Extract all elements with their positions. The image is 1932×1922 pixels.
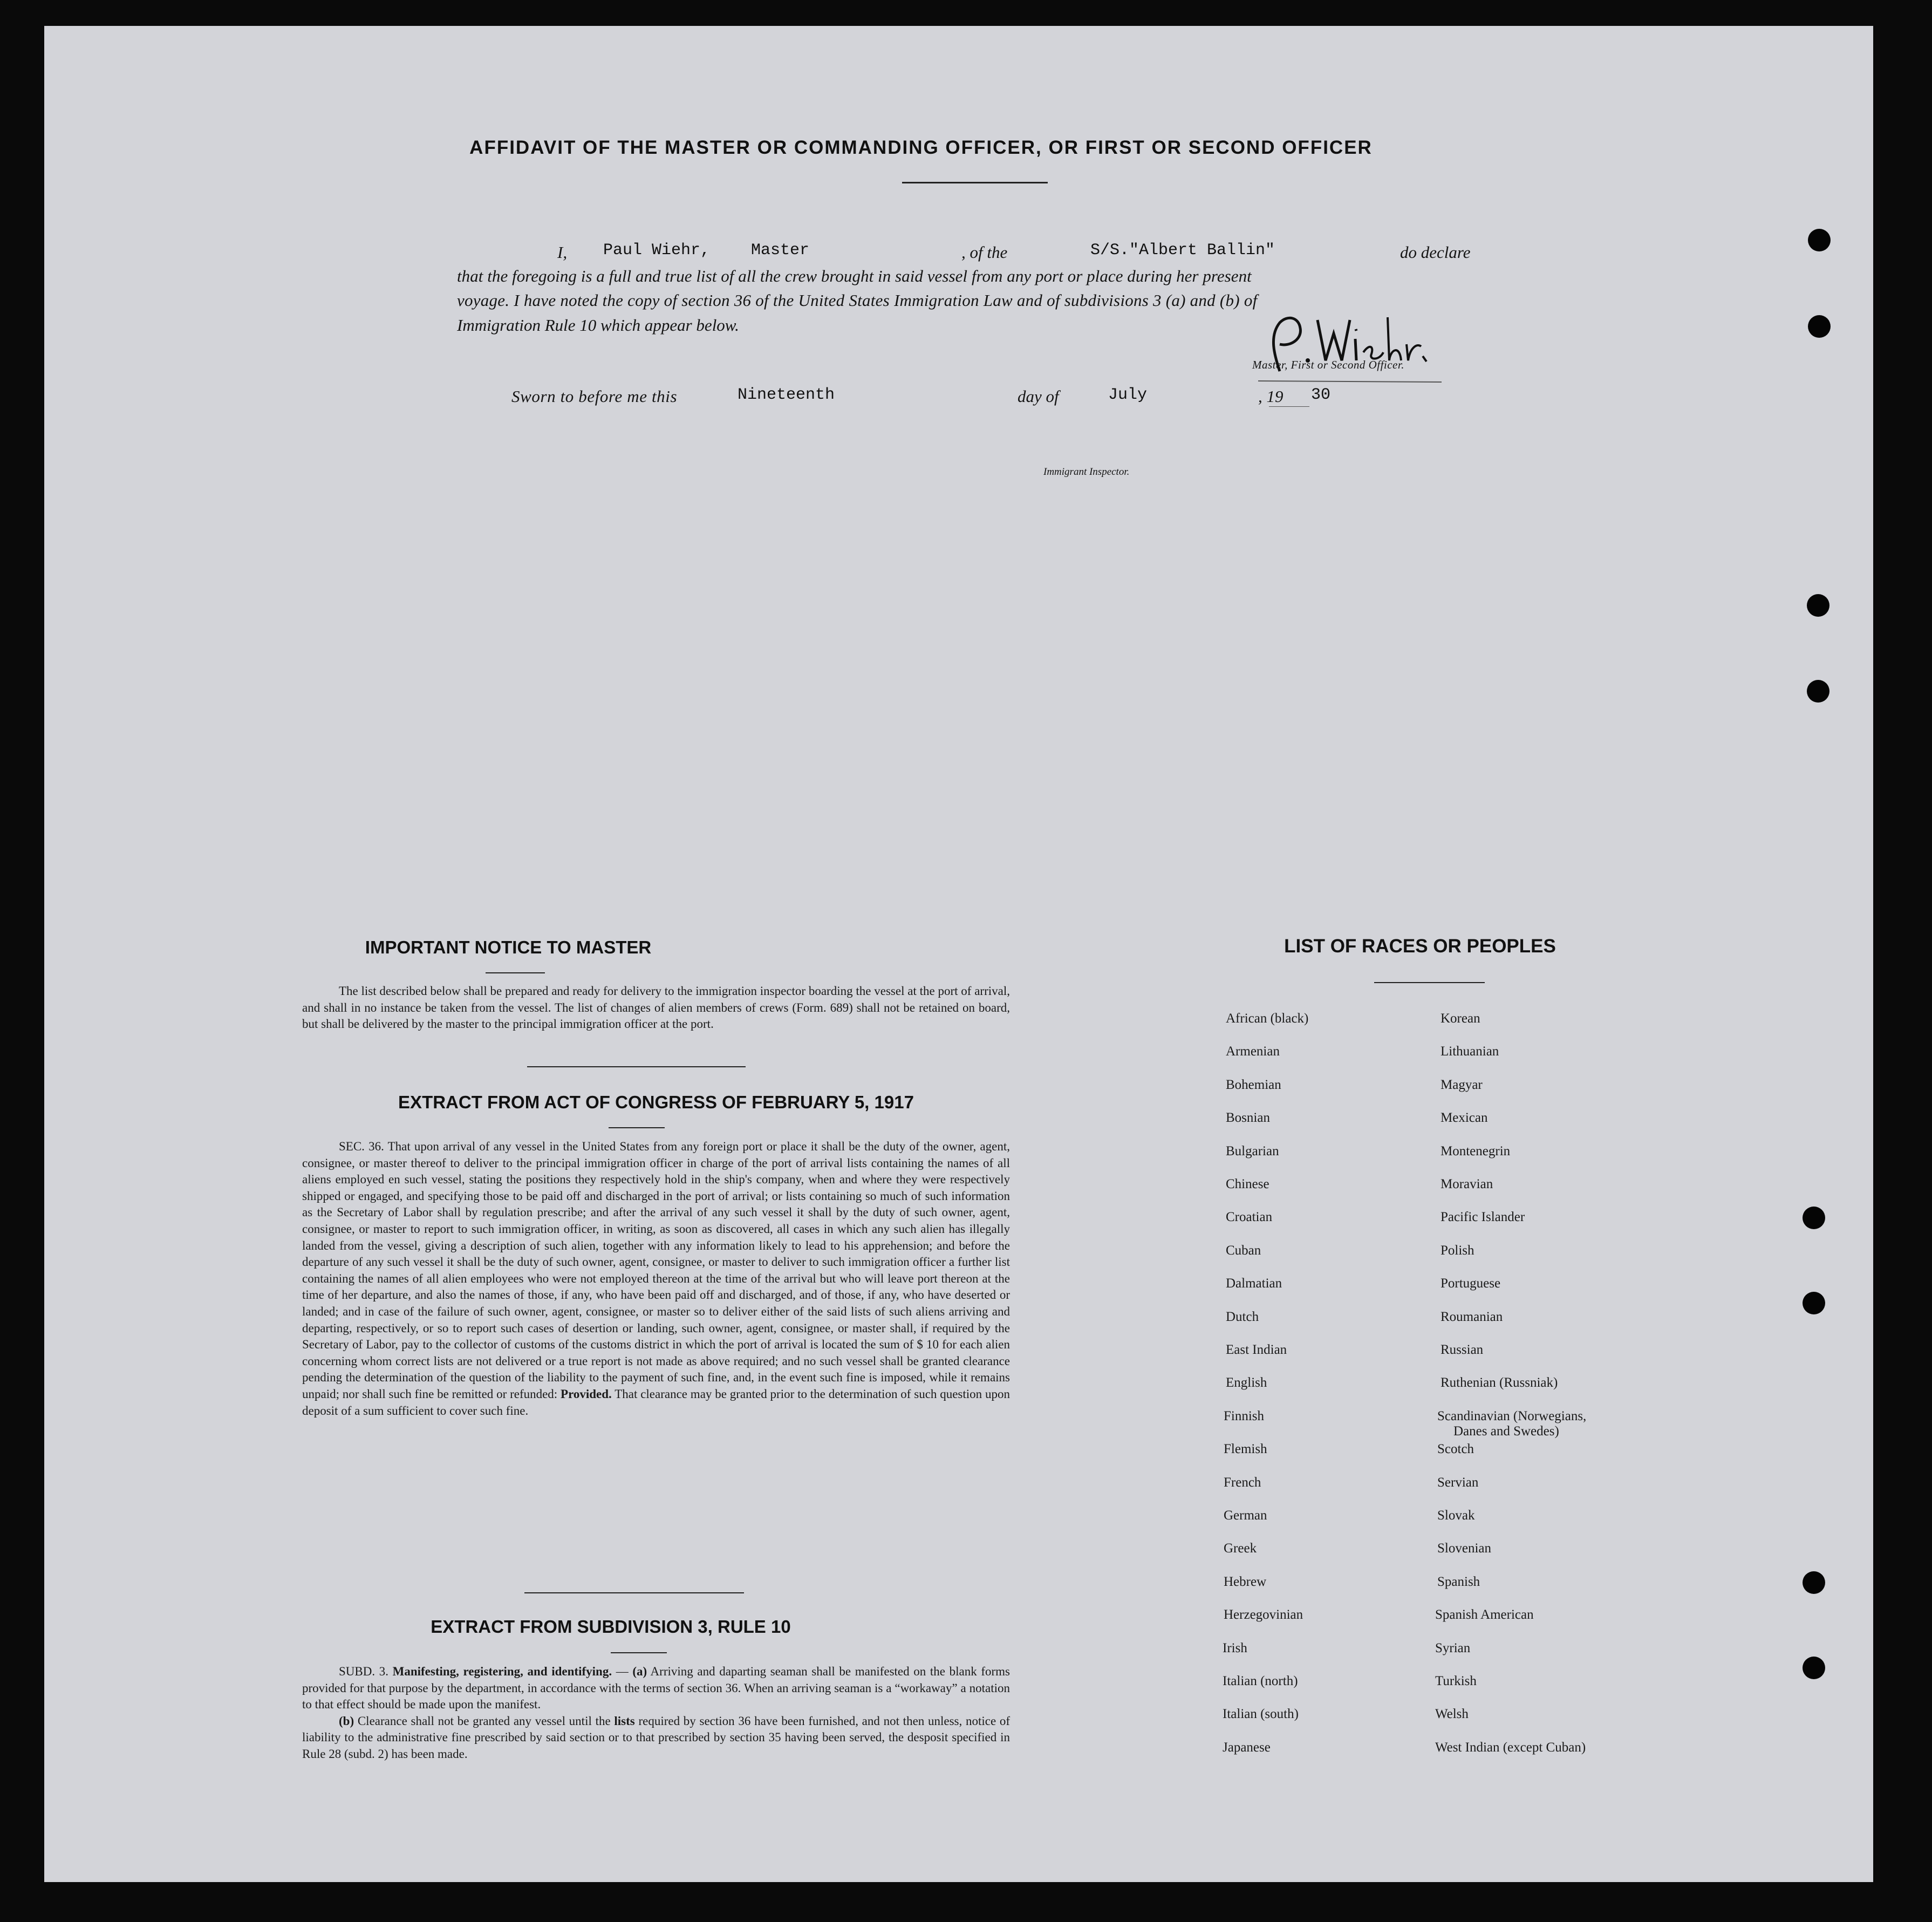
subd-b-label: (b) xyxy=(339,1714,354,1728)
binder-hole-icon xyxy=(1803,1207,1825,1229)
race-item: Finnish xyxy=(1224,1408,1265,1423)
races-right-column xyxy=(1435,1011,1678,1756)
of-the-label: , of the xyxy=(961,243,1008,262)
race-item: English xyxy=(1226,1375,1267,1391)
document-page xyxy=(44,26,1873,1882)
rule-title: EXTRACT FROM SUBDIVISION 3, RULE 10 xyxy=(431,1617,791,1637)
race-item: Scandinavian (Norwegians, xyxy=(1437,1408,1587,1423)
rule-subd-b xyxy=(302,1713,1010,1763)
race-item: Armenian xyxy=(1226,1044,1280,1059)
race-item: Russian xyxy=(1441,1342,1484,1357)
binder-hole-icon xyxy=(1803,1657,1825,1679)
race-item: Dalmatian xyxy=(1226,1276,1282,1291)
subd-b-lists: lists xyxy=(614,1714,635,1728)
race-item: Lithuanian xyxy=(1441,1044,1499,1059)
race-item: Spanish xyxy=(1437,1574,1480,1589)
act-text xyxy=(302,1139,1010,1419)
race-item: Scotch xyxy=(1437,1442,1474,1457)
affidavit-line-2: that the foregoing is a full and true list of all the crew brought in said vessel from any port or place during her present xyxy=(457,267,1252,285)
notice-title-rule xyxy=(486,972,545,973)
subd-label: SUBD. 3. xyxy=(339,1665,388,1678)
notice-text: The list described below shall be prepared and ready for delivery to the immigration inspector boarding the vessel at the port of arrival, and shall in no instance be taken from the vessel. The list of changes of alien members of crews (Form. 689) shall not be retained on board, but shall be delivered by the master to the principal immigration officer at the port. xyxy=(302,984,1010,1031)
race-item: Bulgarian xyxy=(1226,1143,1279,1158)
race-item: Greek xyxy=(1224,1541,1257,1556)
act-title: EXTRACT FROM ACT OF CONGRESS OF FEBRUARY 5, 1917 xyxy=(398,1092,914,1112)
do-declare-label: do declare xyxy=(1400,243,1471,262)
sworn-month-value: July xyxy=(1108,386,1148,404)
declarant-i: I, xyxy=(557,243,568,262)
race-item: Italian (north) xyxy=(1223,1674,1298,1688)
race-item: East Indian xyxy=(1226,1342,1287,1357)
inspector-caption: Immigrant Inspector. xyxy=(1043,466,1130,478)
rule-subd-a: SUBD. 3. Manifesting, registering, and identifying. — (a) Arriving and daparting seaman shall be manifested on the blank forms provided for that purpose by the department, in accordance with the terms of section 36. When an arriving seaman is a “workaway” a notation to that effect should be made upon the manifest. xyxy=(302,1665,1011,1712)
races-title: LIST OF RACES OR PEOPLES xyxy=(1284,936,1556,957)
affidavit-title-rule xyxy=(902,182,1048,183)
race-item: Moravian xyxy=(1441,1177,1493,1191)
master-rank-value: Master xyxy=(751,241,810,260)
master-name-value: Paul Wiehr, xyxy=(603,241,711,260)
race-item: African (black) xyxy=(1226,1011,1309,1026)
year-underline xyxy=(1269,406,1309,407)
race-item: Herzegovinian xyxy=(1224,1607,1303,1623)
race-item: French xyxy=(1224,1475,1261,1490)
race-item: Danes and Swedes) xyxy=(1453,1423,1559,1439)
race-item: German xyxy=(1224,1508,1267,1523)
binder-hole-icon xyxy=(1803,1571,1825,1594)
binder-hole-icon xyxy=(1807,594,1829,617)
race-item: Roumanian xyxy=(1441,1309,1503,1324)
act-bottom-rule xyxy=(524,1592,744,1593)
subd-b-text-2: required by section 36 have been furnished, and not then unless, notice of liability to the administrative fine prescribed by said section or to that prescribed by section 35 having been served, the desposit specified in Rule 28 (subd. 2) has been made. xyxy=(302,1714,1011,1761)
race-item: Slovenian xyxy=(1437,1541,1491,1556)
year-value: 30 xyxy=(1311,386,1331,404)
race-item: Korean xyxy=(1441,1011,1480,1026)
rule-text xyxy=(302,1664,1010,1763)
race-item: Welsh xyxy=(1435,1707,1469,1722)
rule-title-rule xyxy=(611,1652,667,1653)
race-item: Bohemian xyxy=(1226,1077,1281,1092)
race-item: Montenegrin xyxy=(1441,1143,1511,1158)
races-left-column xyxy=(1223,1011,1431,1756)
affidavit-title: AFFIDAVIT OF THE MASTER OR COMMANDING OFFICER, OR FIRST OR SECOND OFFICER xyxy=(469,137,1373,158)
binder-hole-icon xyxy=(1808,229,1831,251)
race-item: Ruthenian (Russniak) xyxy=(1441,1375,1558,1391)
subd-a-label: (a) xyxy=(632,1665,647,1678)
race-item: Turkish xyxy=(1435,1674,1477,1688)
race-item: Chinese xyxy=(1226,1177,1269,1191)
subd-b-text-1: Clearance shall not be granted any vessel until the xyxy=(357,1714,611,1728)
act-title-rule xyxy=(609,1127,665,1128)
race-item: Croatian xyxy=(1226,1210,1273,1225)
race-item: Pacific Islander xyxy=(1441,1210,1525,1225)
sworn-label: Sworn to before me this xyxy=(511,387,678,406)
binder-hole-icon xyxy=(1807,680,1829,703)
binder-hole-icon xyxy=(1808,315,1831,338)
race-item: Cuban xyxy=(1226,1243,1261,1258)
race-item: Polish xyxy=(1441,1243,1474,1258)
race-item: Irish xyxy=(1223,1640,1247,1655)
act-text-main: SEC. 36. That upon arrival of any vessel in the United States from any foreign port or place it shall be the duty of the owner, agent, consignee, or master thereof to deliver to the principal immigration officer in charge of the port of arrival lists containing the names of all aliens employed en such vessel, stating the positions they respectively hold in the ship's company, when and where they were respectively shipped or engaged, and specifying those to be paid off and discharged in the port of arrival; or lists containing so much of such information as the Secretary of Labor shall by regulation prescribe; and after the arrival of any such vessel it shall by the duty of such owner, agent, consignee, or master to report to such immigration officer, in writing, as soon as discovered, all cases in which any such alien has illegally landed from the vessel, giving a description of such alien, together with any information likely to lead to his apprehension; and before the departure of any such vessel it shall be the duty of such owner, agent, consignee, or master to deliver to such immigration officer a further list containing the names of all alien employees who were not employed thereon at the time of the arrival but who will leave port thereon at the time of her departure, and also the names of those, if any, who have been paid off and discharged, and of those, if any, who have deserted or landed; and in case of the failure of such owner, agent, consignee, or master so to deliver either of the said lists of such aliens arriving and departing, respectively, or so to report such cases of desertion or landing, such owner, agent, consignee, or master shall, if required by the Secretary of Labor, pay to the collector of customs of the customs district in which the port of arrival is located the sum of $ 10 for each alien concerning whom correct lists are not delivered or a true report is not made as above required; and no such vessel shall be granted clearance pending the determination of the question of the liability to the payment of such fine, and, in the event such fine is imposed, while it remains unpaid; nor shall such fine be remitted or refunded: xyxy=(302,1140,1010,1401)
sworn-day-value: Nineteenth xyxy=(738,386,835,404)
race-item: Flemish xyxy=(1224,1442,1267,1457)
race-item: Bosnian xyxy=(1226,1110,1270,1126)
binder-hole-icon xyxy=(1803,1292,1825,1314)
notice-title: IMPORTANT NOTICE TO MASTER xyxy=(365,937,652,957)
act-text-end: That clearance may be granted prior to the determination of such question upon deposit of a sum sufficient to cover such fine. xyxy=(302,1387,1010,1417)
race-item: Servian xyxy=(1437,1475,1479,1490)
race-item: Mexican xyxy=(1441,1110,1488,1126)
race-item: Magyar xyxy=(1441,1077,1483,1092)
race-item: Dutch xyxy=(1226,1309,1259,1324)
affidavit-line-3: voyage. I have noted the copy of section 36 of the United States Immigration Law and of subdivisions 3 (a) and (b) of xyxy=(457,291,1258,310)
vessel-name-value: S/S."Albert Ballin" xyxy=(1090,241,1275,260)
race-item: Syrian xyxy=(1435,1640,1471,1655)
notice-bottom-rule xyxy=(527,1066,746,1067)
race-item: Slovak xyxy=(1437,1508,1475,1523)
signature-caption: Master, First or Second Officer. xyxy=(1252,358,1404,371)
race-item: Italian (south) xyxy=(1223,1707,1299,1722)
affidavit-line-4: Immigration Rule 10 which appear below. xyxy=(457,316,739,335)
subd-title: Manifesting, registering, and identifying. xyxy=(392,1665,612,1678)
subd-a-text: Arriving and daparting seaman shall be manifested on the blank forms provided for that purpose by the department, in accordance with the terms of section 36. When an arriving seaman is a “workaway” a notation to that effect should be made upon the manifest. xyxy=(302,1665,1011,1712)
race-item: Hebrew xyxy=(1224,1574,1267,1589)
race-item: Portuguese xyxy=(1441,1276,1501,1291)
race-item: West Indian (except Cuban) xyxy=(1435,1740,1586,1755)
race-item: Japanese xyxy=(1223,1740,1271,1755)
act-provided-label: Provided. xyxy=(561,1387,612,1401)
master-signature xyxy=(1258,306,1442,387)
year-prefix: , 19 xyxy=(1258,387,1284,406)
day-of-label: day of xyxy=(1018,387,1059,406)
races-title-rule xyxy=(1374,982,1485,983)
race-item: Spanish American xyxy=(1435,1607,1534,1623)
